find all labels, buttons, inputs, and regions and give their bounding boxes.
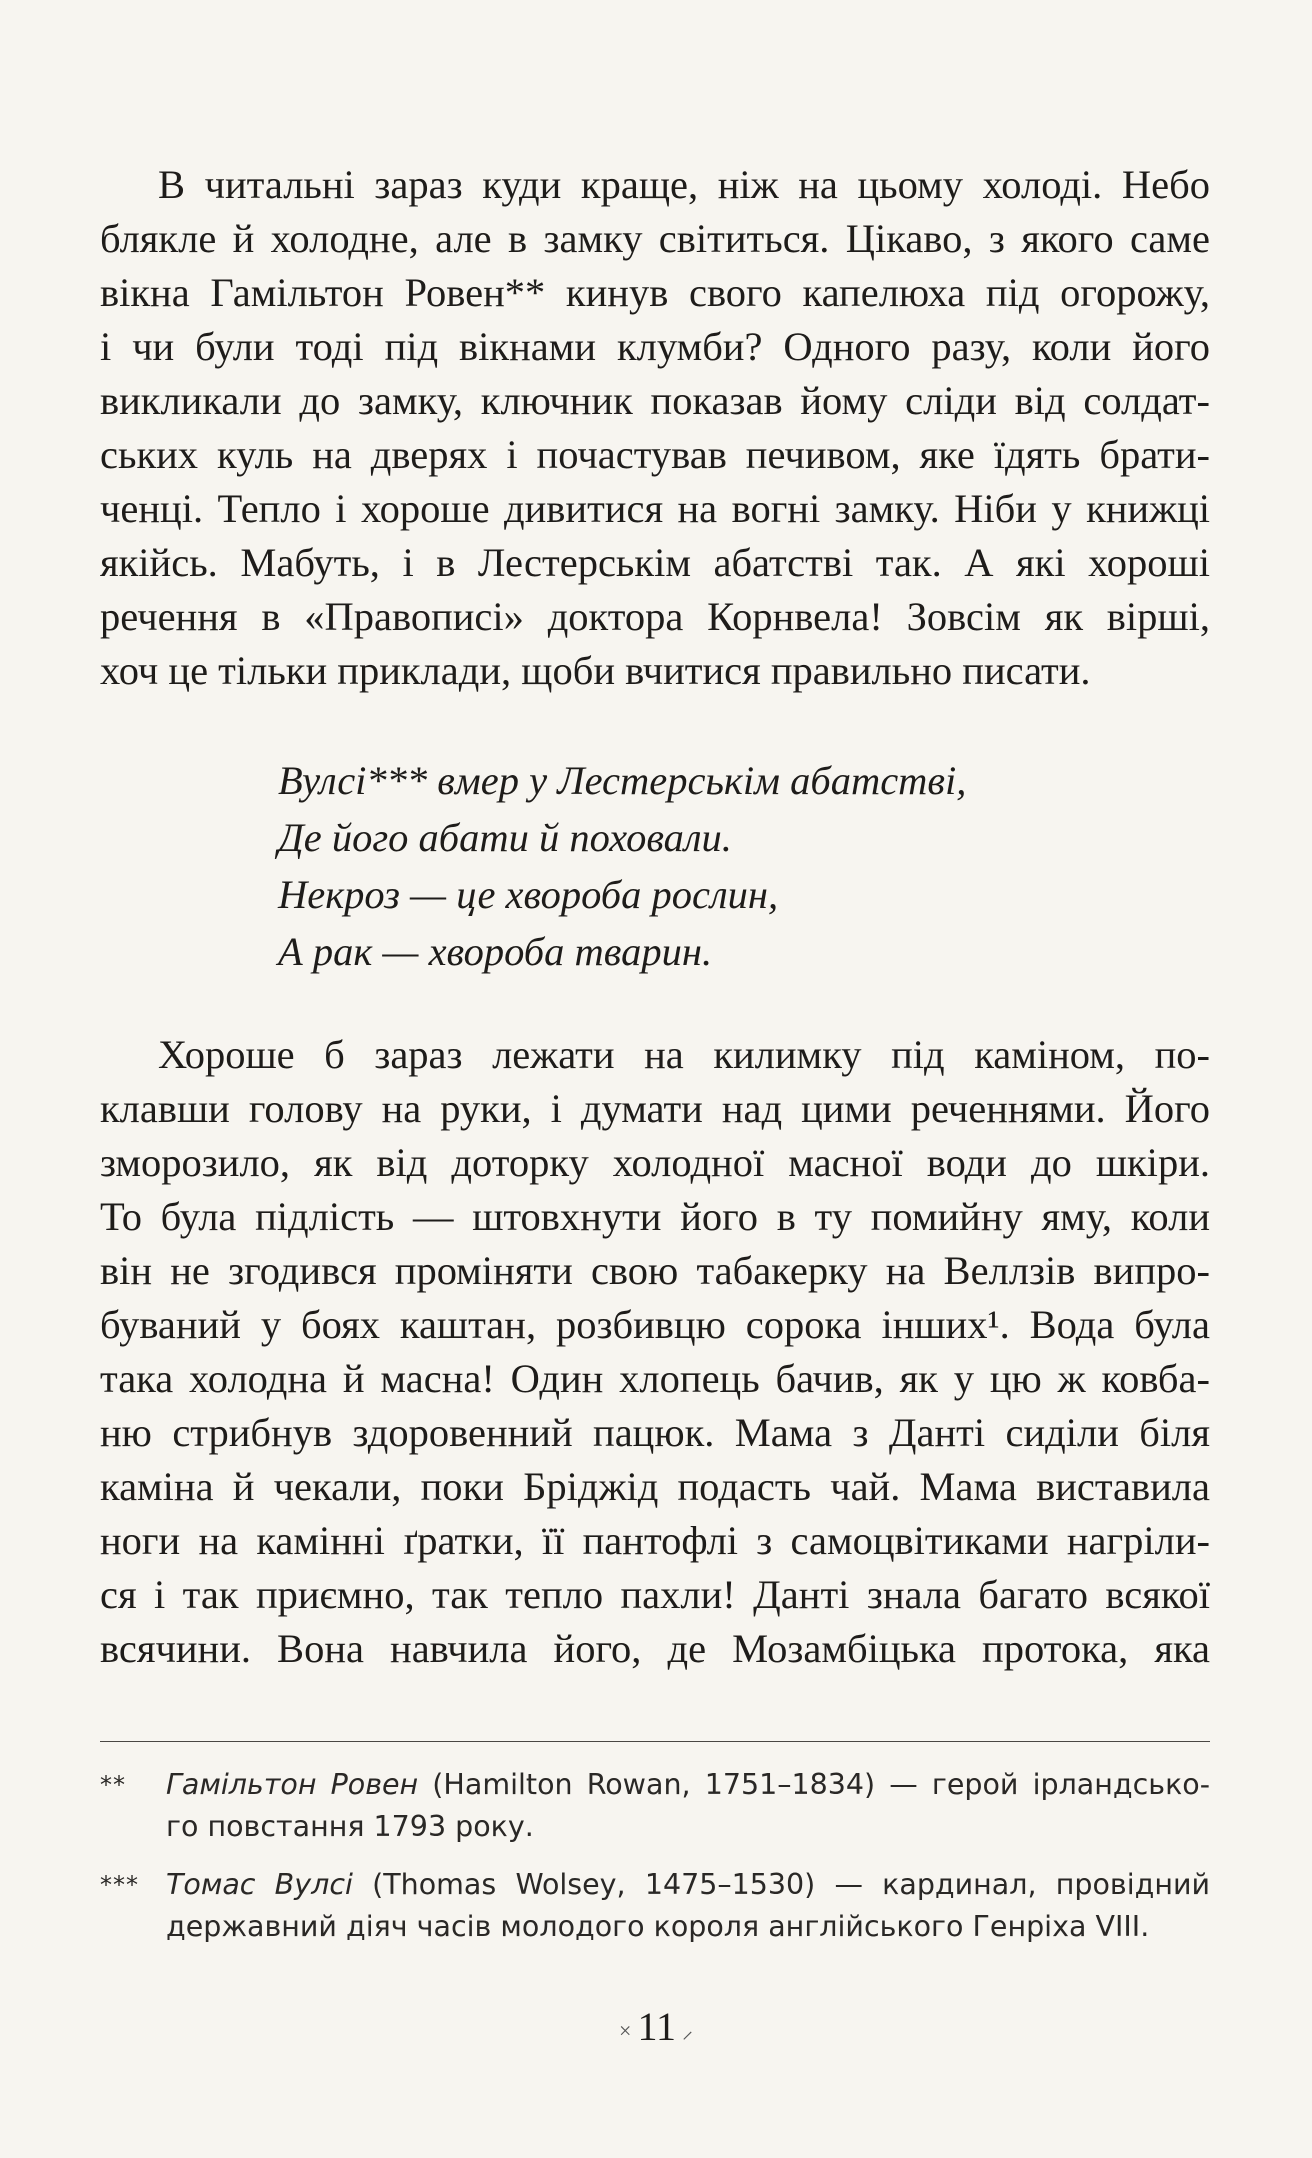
text-line: В читальні зараз куди краще, ніж на цьому холоді. Небо (158, 162, 1210, 207)
text-line: клавши голову на руки, і думати над цими реченнями. Його (100, 1086, 1210, 1131)
poem-verse: А рак — хвороба тварин. (278, 929, 713, 974)
text-line: ських куль на дверях і почастував печивом, яке їдять брати- (100, 432, 1210, 477)
footnote-name: Томас Вулсі (166, 1868, 353, 1901)
text-line: буваний у боях каштан, розбивцю сорока інших¹. Вода була (100, 1302, 1210, 1347)
footnote-mark: *** (100, 1871, 139, 1899)
page-ornament-right: ⸝ (681, 2017, 693, 2043)
footnote-divider (100, 1741, 1210, 1742)
poem-block (278, 752, 966, 980)
text-line: речення в «Правописі» доктора Корнвела! Зовсім як вірші, (100, 594, 1210, 639)
footnote-line (166, 1864, 1210, 1906)
footnote-text: (Thomas Wolsey, 1475–1530) — кардинал, провідний (352, 1868, 1210, 1901)
text-line: хоч це тільки приклади, щоби вчитися правильно писати. (100, 648, 1091, 693)
footnote-line: го повстання 1793 року. (166, 1810, 534, 1843)
footnote-hamilton-rowan (100, 1764, 1210, 1848)
text-line: якійсь. Мабуть, і в Лестерськім абатстві так. А які хороші (100, 540, 1210, 585)
text-line: він не згодився проміняти свою табакерку на Веллзів випро- (100, 1248, 1210, 1293)
text-line: така холодна й масна! Один хлопець бачив, як у цю ж ковба- (100, 1356, 1210, 1401)
text-line: викликали до замку, ключник показав йому сліди від солдат- (100, 378, 1210, 423)
poem-verse: Де його абати й поховали. (278, 815, 732, 860)
text-line: блякле й холодне, але в замку світиться. Цікаво, з якого саме (100, 216, 1210, 261)
footnote-name: Гамільтон Ровен (166, 1768, 419, 1801)
text-line: ноги на камінні ґратки, її пантофлі з самоцвітиками нагріли- (100, 1518, 1210, 1563)
text-line: ся і так приємно, так тепло пахли! Данті знала багато всякої (100, 1572, 1210, 1617)
footnotes (100, 1764, 1210, 1964)
text-line: і чи були тоді під вікнами клумби? Одного разу, коли його (100, 324, 1210, 369)
text-line: всячини. Вона навчила його, де Мозамбіцька протока, яка (100, 1626, 1210, 1671)
footnote-mark: ** (100, 1771, 126, 1799)
text-line: каміна й чекали, поки Бріджід подасть чай. Мама виставила (100, 1464, 1210, 1509)
text-line: ню стрибнув здоровенний пацюк. Мама з Данті сиділи біля (100, 1410, 1210, 1455)
page-number (0, 2003, 1312, 2055)
text-line: То була підлість — штовхнути його в ту помийну яму, коли (100, 1194, 1210, 1239)
text-line: зморозило, як від доторку холодної масної води до шкіри. (100, 1140, 1210, 1185)
paragraph-1 (100, 158, 1210, 698)
poem-verse: Вулсі*** вмер у Лестерськім абатстві, (278, 758, 967, 803)
page-ornament-left: × (619, 2017, 632, 2043)
poem-verse: Некроз — це хвороба рослин, (278, 872, 779, 917)
page-number-value: 11 (637, 2004, 676, 2049)
footnote-line (166, 1764, 1210, 1806)
footnote-text: (Hamilton Rowan, 1751–1834) — герой ірландсько- (418, 1768, 1211, 1801)
text-line: вікна Гамільтон Ровен** кинув свого капелюха під огорожу, (100, 270, 1210, 315)
footnote-line: державний діяч часів молодого короля англійського Генріха VIII. (166, 1910, 1150, 1943)
text-line: ченці. Тепло і хороше дивитися на вогні замку. Ніби у книжці (100, 486, 1210, 531)
paragraph-2 (100, 1028, 1210, 1676)
footnote-thomas-wolsey (100, 1864, 1210, 1948)
text-line: Хороше б зараз лежати на килимку під каміном, по- (158, 1032, 1210, 1077)
